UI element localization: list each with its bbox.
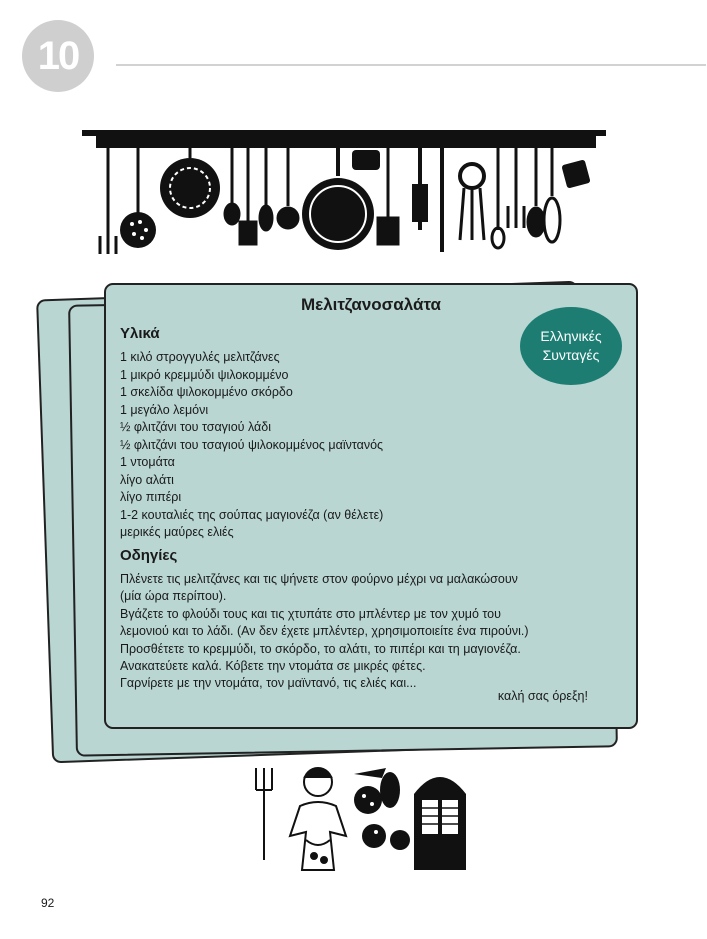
instruction-line: Προσθέτετε το κρεμμύδι, το σκόρδο, το αλάτι, το πιπέρι και τη μαγιονέζα. xyxy=(120,641,521,656)
kitchen-utensils-rack-icon xyxy=(80,126,610,266)
instruction-line: Βγάζετε το φλούδι τους και τις χτυπάτε στο μπλέντερ με τον χυμό του xyxy=(120,606,501,621)
ingredient-item: 1 σκελίδα ψιλοκομμένο σκόρδο xyxy=(120,385,293,399)
instruction-line: (μία ώρα περίπου). xyxy=(120,589,227,604)
page-number: 92 xyxy=(41,896,55,910)
cooking-woman-illustration-icon xyxy=(250,760,470,875)
chapter-number-badge xyxy=(22,20,94,92)
instruction-line: Γαρνίρετε με την ντομάτα, τον μαϊντανό, τις ελιές και... xyxy=(120,676,417,691)
ingredient-item: 1 μεγάλο λεμόνι xyxy=(120,402,209,417)
ingredient-item: ½ φλιτζάνι του τσαγιού ψιλοκομμένος μαϊντανός xyxy=(120,437,384,452)
ingredient-item: 1 μικρό κρεμμύδι ψιλοκομμένο xyxy=(120,367,289,382)
recipe-title: Μελιτζανοσαλάτα xyxy=(300,295,442,314)
instruction-line: Πλένετε τις μελιτζάνες και τις ψήνετε στον φούρνο μέχρι να μαλακώσουν xyxy=(120,572,518,586)
instruction-line: Ανακατεύετε καλά. Κόβετε την ντομάτα σε μικρές φέτες. xyxy=(120,659,426,674)
ingredient-item: 1 κιλό στρογγυλές μελιτζάνες xyxy=(120,350,280,364)
ingredient-item: λίγο αλάτι xyxy=(120,472,174,487)
ingredient-item: 1 ντομάτα xyxy=(120,455,175,469)
ingredient-item: ½ φλιτζάνι του τσαγιού λάδι xyxy=(120,420,271,434)
ingredient-item: μερικές μαύρες ελιές xyxy=(120,525,234,539)
instructions-heading: Οδηγίες xyxy=(120,547,178,564)
recipe-card xyxy=(104,283,638,729)
signoff-text: καλή σας όρεξη! xyxy=(497,689,588,703)
chapter-number: 10 xyxy=(37,33,79,78)
ingredient-item: λίγο πιπέρι xyxy=(120,490,182,504)
ingredient-item: 1-2 κουταλιές της σούπας μαγιονέζα (αν θέλετε) xyxy=(120,507,384,522)
badge-line-1: Ελληνικές xyxy=(540,328,602,344)
ingredients-list xyxy=(120,349,383,542)
badge-line-2: Συνταγές xyxy=(542,347,600,363)
instruction-line: λεμονιού και το λάδι. (Αν δεν έχετε μπλέντερ, χρησιμοποιείτε ένα πιρούνι.) xyxy=(120,624,529,639)
header-rule xyxy=(116,64,706,66)
instructions-list xyxy=(120,571,620,693)
ingredients-heading: Υλικά xyxy=(120,325,160,342)
greek-recipes-badge xyxy=(520,307,622,385)
